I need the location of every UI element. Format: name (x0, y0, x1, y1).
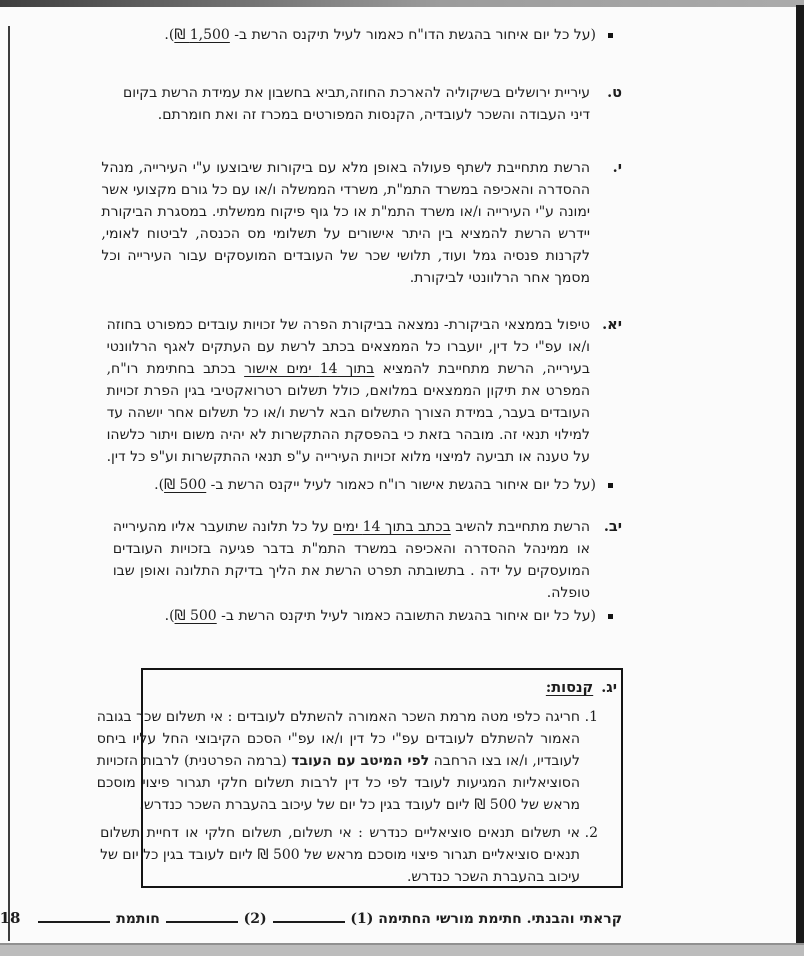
text-line: חריגה כלפי מטה מרמת השכר האמורה להשתלם לעובדים : אי תשלום שכר בגובה (96, 709, 580, 725)
bullet-square-icon (608, 614, 613, 619)
footer-declaration: קראתי והבנתי. חתימת מורשי החתימה (378, 911, 622, 927)
section-body (113, 516, 590, 604)
text-line: לעובדיו, ו/או בצו הרחבה לפי המיטב עם העובד (ברמה הפרטנית) לרבות הזכויות (96, 753, 580, 769)
item-text (97, 706, 580, 816)
text-line: לקרנות פנסיה גמל ועוד, תלושי שכר של העובדים המועסקים עבור העירייה וכל (101, 248, 590, 264)
text-line: ימונה ע"י העירייה ו/או משרד התמ"ת או כל גוף פיקוח ממשלתי. במסגרת הביקורת (101, 204, 590, 220)
fines-box (96, 668, 623, 888)
section-label: יג. (601, 679, 617, 696)
text-line: המועסקים על ידה . בתשובתה תפרט הרשת את הליך בדיקת התלונה ואופן שבו (112, 563, 590, 579)
text-line: אי תשלום תנאים סוציאליים כנדרש : אי תשלום, תשלום חלקי או דחיית תשלום (100, 825, 580, 841)
bullet-square-icon (608, 33, 613, 38)
section-label: ט. (607, 84, 622, 101)
section-label: י. (612, 159, 622, 176)
text-line: ההסדרה והאכיפה במשרד התמ"ת, משרדי הממשלה ו/או עם כל גורם מקצועי אשר (101, 182, 590, 198)
bullet-text: (על כל יום איחור בהגשת התשובה כאמור לעיל תיקנס הרשת ב- 500 ₪). (164, 608, 596, 624)
text-line: על טענה או תביעה למיצוי מלוא זכויות העירייה ע"פ תנאי ההתקשרות וע"פ כל דין. (106, 449, 590, 465)
fines-item-2 (100, 822, 617, 888)
signature-blank-1 (273, 912, 345, 923)
scan-edge-top (0, 0, 804, 7)
fines-box-heading (151, 676, 617, 699)
text-line: למילוי תנאי זה. מובהר בזאת כי בהפסקת ההתקשרות לא יהיה משום ויתור כלשהו (106, 427, 590, 443)
bullet-text: (על כל יום איחור בהגשת הדו"ח כאמור לעיל תיקנס הרשת ב- 1,500 ₪). (164, 27, 596, 43)
item-text (100, 822, 580, 888)
text-line: בעירייה, הרשת מתחייבת להמציא בתוך 14 ימים אישור בכתב בחתימת רו"ח, (106, 361, 590, 377)
text-line: ו/או עפ"י כל דין, יועברו כל הממצאים בכתב לרשת עם העתקים לאגף הרלוונטי (106, 339, 590, 355)
stamp-blank (38, 912, 110, 923)
text-line: הסוציאליות המגיעות לעובד לפי כל דין לרבות תשלום חלקי תגרור פיצוי מוסכם (96, 775, 580, 791)
text-line: מסמך אחר הרלוונטי לביקורת. (409, 270, 590, 286)
text-line: המפרט את תיקון הממצאים במלואם, כולל תשלום רטרואקטיבי בגין הפרת זכויות (106, 383, 590, 399)
fines-item-1 (96, 706, 617, 816)
section-label: יב. (603, 518, 622, 535)
scan-edge-left (8, 26, 10, 941)
fines-title: קנסות: (545, 679, 594, 696)
section-body (101, 157, 590, 289)
text-line: הרשת מתחייבת לשתף פעולה באופן מלא עם ביקורות שיבוצעו ע"י העירייה, מנהל (101, 160, 590, 176)
section-yod-alef (106, 314, 622, 468)
scan-edge-bottom (0, 943, 804, 956)
section-yod-bet (112, 516, 622, 604)
item-number: 2. (584, 825, 598, 841)
section-label: יא. (602, 316, 622, 333)
text-line: עיריית ירושלים בשיקוליה להארכת החוזה,תביא בחשבון את עמידת הרשת בקיום (122, 85, 590, 101)
section-tet (122, 82, 622, 126)
text-line: או ממינהל ההסדרה והאכיפה במשרד התמ"ת בדבר פגיעה בזכויות העובדים (112, 541, 590, 557)
signer-1-label: (1) (350, 911, 374, 927)
signer-2-label: (2) (243, 911, 267, 927)
section-yod (101, 157, 622, 289)
item-number: 1. (584, 709, 598, 725)
text-line: יידרש הרשת להמציא בין היתר אישורים על תשלומי מס הכנסה, לביטוח לאומי, (101, 226, 590, 242)
penalty-bullet-report (164, 24, 613, 46)
stamp-label: חותמת (116, 911, 160, 927)
text-line: העובדים בעבר, במידת הצורך התשלום הבא לרשת ו/או כל תשלום אחר יושהה עד (106, 405, 590, 421)
bullet-text: (על כל יום איחור בהגשת אישור רו"ח כאמור לעיל ייקנס הרשת ב- 500 ₪). (154, 477, 596, 493)
text-line: הרשת מתחייבת להשיב בכתב בתוך 14 ימים על כל תלונה שתועבר אליו מהעירייה (112, 519, 590, 535)
penalty-amount: 1,500 ₪ (174, 27, 230, 43)
signature-blank-2 (166, 912, 238, 923)
penalty-bullet-accountant (154, 474, 613, 496)
page-number: 18 (0, 909, 21, 927)
text-line: דיני העבודה והשכר לעובדיה, הקנסות המפורטים במכרז זה ואת חומרתם. (157, 107, 590, 123)
text-line: טופלה. (546, 585, 590, 601)
signature-footer (0, 908, 622, 929)
bullet-square-icon (608, 483, 613, 488)
section-body (107, 314, 590, 468)
text-line: עיכוב בהעברת השכר כנדרש. (406, 869, 580, 885)
text-line: תנאים סוציאליים תגרור פיצוי מוסכם מראש של 500 ₪ ליום לעובד בגין כל יום של (100, 847, 580, 863)
text-line: האמור להשתלם לעובדים עפ"י כל דין ו/או עפ"י הסכם הקיבוצי החל עליו ביחס (96, 731, 580, 747)
penalty-amount: 500 ₪ (174, 608, 217, 624)
scan-edge-right (796, 5, 804, 956)
text-line: מראש של 500 ₪ ליום לעובד בגין כל יום של עיכוב בהעברת השכר כנדרש. (139, 797, 580, 813)
text-line: טיפול בממצאי הביקורת- נמצאה בביקורת הפרה של זכויות עובדים כמפורט בחוזה (106, 317, 590, 333)
penalty-amount: 500 ₪ (164, 477, 207, 493)
penalty-bullet-response (165, 605, 613, 627)
section-body (123, 82, 590, 126)
